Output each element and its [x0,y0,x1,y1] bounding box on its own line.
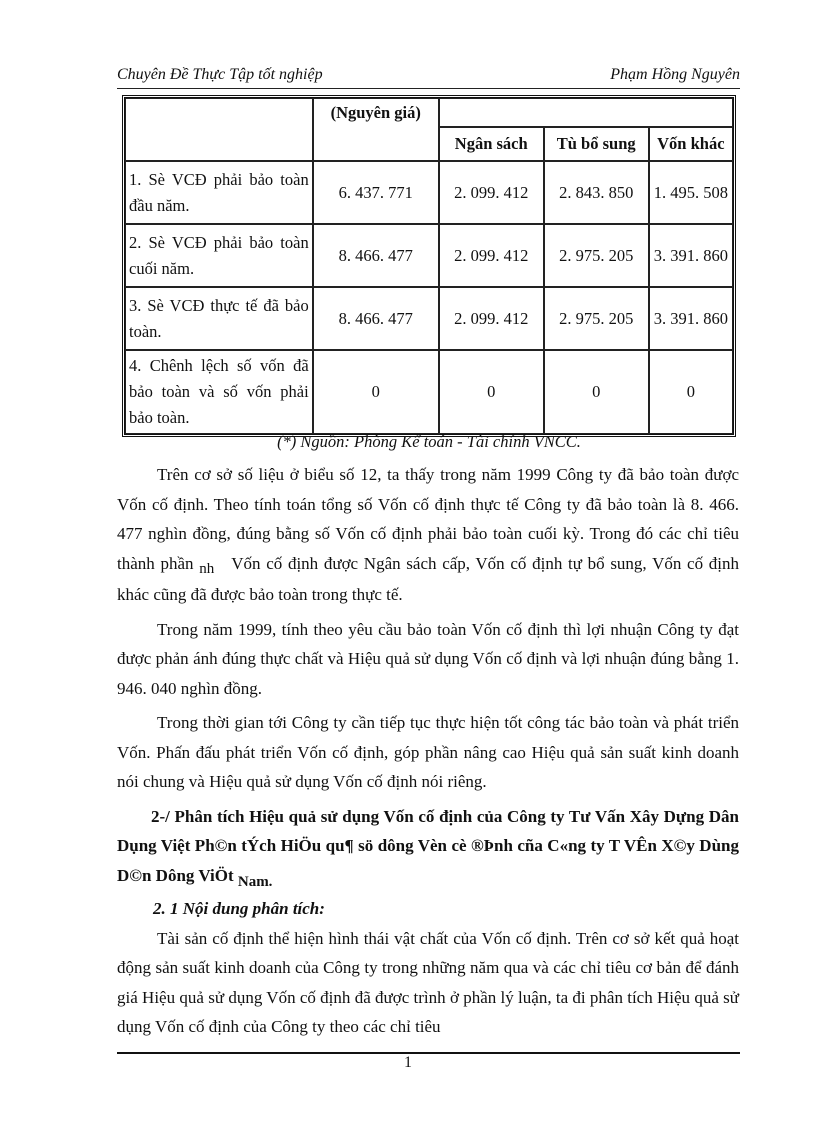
table-row [125,224,733,287]
header-other-capital: Vốn khác [649,127,733,161]
table-source-caption: (*) Nguồn: Phòng Kế toán - Tài chính VNCC. [277,432,581,451]
cell-budget: 2. 099. 412 [439,287,544,350]
row-label: 1. Sè VCĐ phải bảo toàn đầu năm. [125,161,313,224]
paragraph [117,460,739,610]
heading-tail: Nam. [237,873,273,890]
page-header [117,64,740,89]
cell-original: 8. 466. 477 [313,287,439,350]
cell-other: 1. 495. 508 [649,161,733,224]
stray-text-artifact: nh [199,560,215,577]
cell-original: 6. 437. 771 [313,161,439,224]
table-row [125,350,733,434]
cell-other: 0 [649,350,733,434]
cell-original: 8. 466. 477 [313,224,439,287]
cell-budget: 2. 099. 412 [439,224,544,287]
section-heading [117,802,739,893]
header-self-funded: Tù bổ sung [544,127,649,161]
header-empty-cell [125,98,313,161]
cell-budget: 2. 099. 412 [439,161,544,224]
table-row [125,287,733,350]
row-label: 2. Sè VCĐ phải bảo toàn cuối năm. [125,224,313,287]
cell-self: 2. 843. 850 [544,161,649,224]
header-title: Chuyên Đề Thực Tập tốt nghiệp [117,66,323,83]
cell-budget: 0 [439,350,544,434]
cell-self: 2. 975. 205 [544,287,649,350]
paragraph-text: Vốn cố định được Ngân sách cấp, Vốn cố định tự bổ sung, Vốn cố định khác cũng đã được bảo toàn trong thực tế. [117,553,739,604]
cell-other: 3. 391. 860 [649,224,733,287]
document-body [117,460,739,1042]
header-budget: Ngân sách [439,127,544,161]
cell-other: 3. 391. 860 [649,287,733,350]
heading-text: 2-/ Phân tích Hiệu quả sử dụng Vốn cố định của Công ty Tư Vấn Xây Dựng Dân Dụng Việt Ph©n tÝch HiÖu qu¶ sö dông Vèn cè ®Þnh cña C«ng ty T VÊn X©y Dùng D©n Dông ViÖt [117,806,739,885]
header-author: Phạm Hồng Nguyên [610,66,740,83]
header-source-group [439,98,733,127]
capital-preservation-table [122,95,736,437]
subsection-heading: 2. 1 Nội dung phân tích: [153,899,325,918]
cell-original: 0 [313,350,439,434]
paragraph: Trong năm 1999, tính theo yêu cầu bảo toàn Vốn cố định thì lợi nhuận Công ty đạt được phản ánh đúng thực chất và Hiệu quả sử dụng Vốn cố định và lợi nhuận đúng bằng 1. 946. 040 nghìn đồng. [117,619,739,698]
header-original-price: (Nguyên giá) [313,98,439,161]
table-row [125,161,733,224]
table-header-row [125,98,733,127]
paragraph-text: Trên cơ sở số liệu ở biểu số 12, ta thấy trong năm 1999 Công ty đã bảo toàn được Vốn cố định. Theo tính toán tổng số Vốn cố định thực tế Công ty đã bảo toàn là 8. 466. 477 nghìn đồng, đúng bằng số Vốn cố định phải bảo toàn cuối kỳ. Trong đó các chỉ tiêu thành phần [117,465,739,573]
paragraph: Tài sản cố định thể hiện hình thái vật chất của Vốn cố định. Trên cơ sở kết quả hoạt động sản suất kinh doanh của Công ty trong những năm qua và các chỉ tiêu cơ bản để đánh giá Hiệu quả sử dụng Vốn cố định đã được trình ở phần lý luận, ta đi phân tích Hiệu quả sử dụng Vốn cố định của Công ty theo các chỉ tiêu [117,928,739,1036]
cell-self: 2. 975. 205 [544,224,649,287]
cell-self: 0 [544,350,649,434]
row-label: 4. Chênh lệch số vốn đã bảo toàn và số vốn phải bảo toàn. [125,350,313,434]
row-label: 3. Sè VCĐ thực tế đã bảo toàn. [125,287,313,350]
paragraph: Trong thời gian tới Công ty cần tiếp tục thực hiện tốt công tác bảo toàn và phát triển Vốn. Phấn đấu phát triển Vốn cố định, góp phần nâng cao Hiệu quả sản suất kinh doanh nói chung và Hiệu quả sử dụng Vốn cố định nói riêng. [117,713,739,791]
page-number: 1 [404,1054,412,1071]
